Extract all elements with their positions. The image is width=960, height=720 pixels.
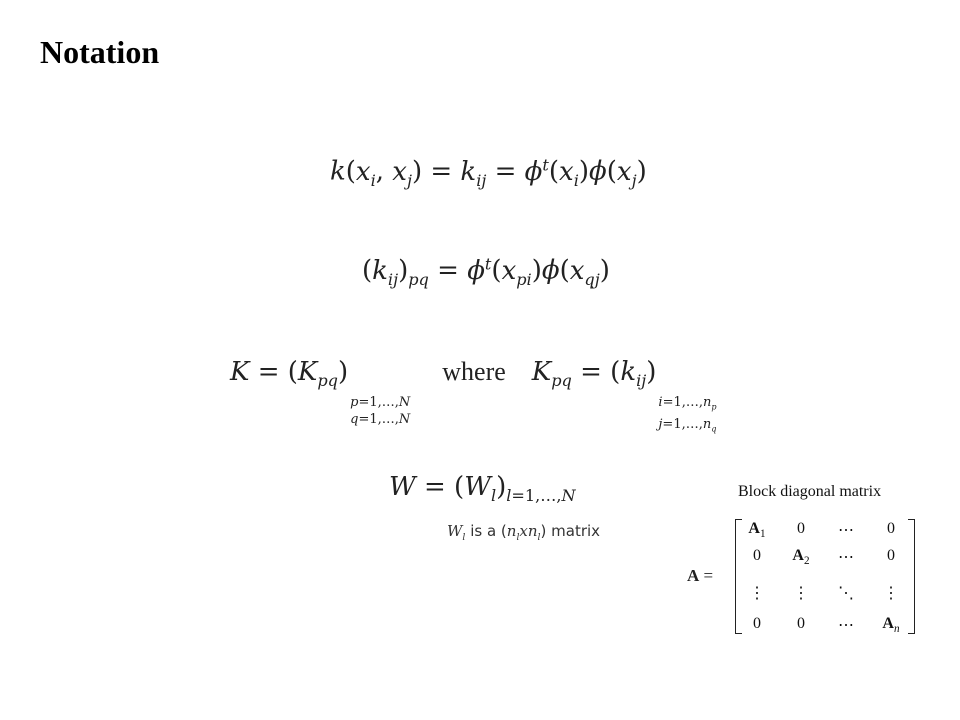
matrix-cell: 0	[753, 547, 761, 564]
matrix-cell: ⋱	[838, 585, 854, 602]
matrix-cell: ⋯	[838, 522, 854, 539]
weight-matrix-note: $W_l$ is a $(n_lxn_l)$ matrix	[447, 522, 601, 543]
weight-matrix-equation: $W = (W_l)_{l=1,\dots,N}$	[389, 472, 576, 506]
matrix-cell: 0	[753, 615, 761, 632]
matrix-cell-an: $A_n$	[882, 615, 900, 636]
kernel-matrix-equation: $K = (K_{pq})$ p=1,…,N q=1,…,N where $K_{pq} = (k_{ij})$ $i=1,\dots,n_p$ $j=1,\dots,n_q$	[230, 357, 717, 434]
matrix-lhs: A =	[687, 566, 714, 585]
matrix-cell: ⋮	[883, 585, 899, 602]
matrix-cell: 0	[797, 520, 805, 537]
kernel-definition-equation: $k(x_i$, $x_j) = k_{ij} = \phi^t(x_i)\phi(x_j)$	[330, 155, 647, 190]
block-element-equation: $(k_{ij})_{pq} = \phi^t(x_{pi})\phi(x_{qj})$	[362, 254, 610, 289]
matrix-cell: ⋯	[838, 549, 854, 566]
matrix-cell-a1: $A_1$	[748, 520, 766, 541]
note-text: is a	[470, 522, 497, 540]
matrix-cell: ⋮	[749, 585, 765, 602]
matrix-cell: 0	[797, 615, 805, 632]
slide-title: Notation	[40, 34, 160, 70]
matrix-cell: ⋮	[793, 585, 809, 602]
block-diagonal-caption: Block diagonal matrix	[738, 483, 882, 500]
matrix-cell-a2: $A_2$	[792, 547, 810, 568]
matrix-cell: 0	[887, 520, 895, 537]
matrix-cell: 0	[887, 547, 895, 564]
matrix-cell: ⋯	[838, 617, 854, 634]
where-label: where	[442, 357, 506, 386]
